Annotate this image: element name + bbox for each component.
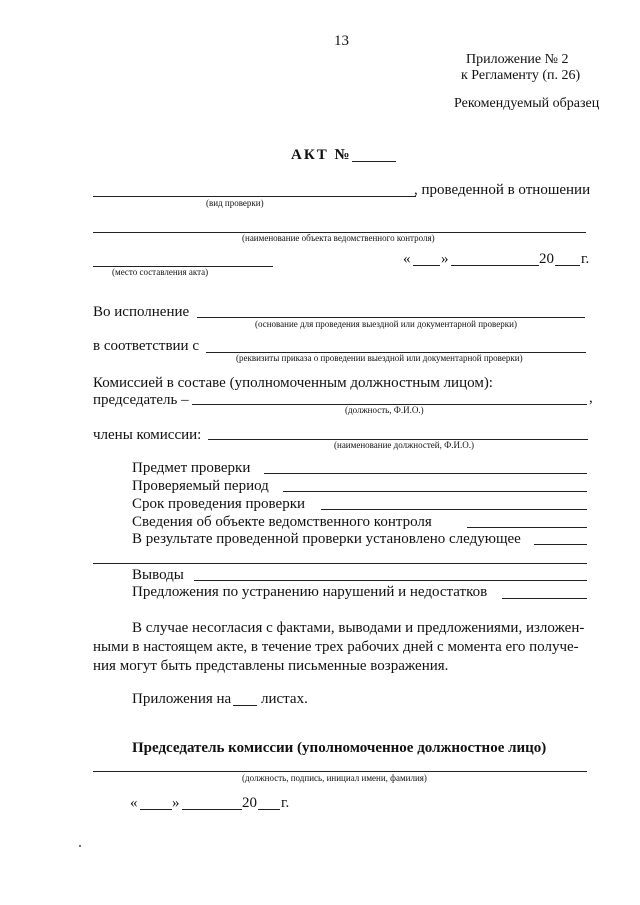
chairman-comma: , <box>589 390 593 406</box>
appendix-line-1: Приложение № 2 <box>466 52 569 67</box>
act-number-blank <box>352 161 396 162</box>
result-continuation-line <box>93 563 587 564</box>
date-quote-open: « <box>403 251 411 267</box>
item-period: Проверяемый период <box>132 478 269 494</box>
disagreement-line-2: ными в настоящем акте, в течение трех рабочих дней с момента его получе- <box>93 639 579 655</box>
date-quote-close: » <box>441 251 449 267</box>
signature-date-quote-open: « <box>130 795 138 811</box>
item-result-line <box>534 544 587 545</box>
date-year-suffix: г. <box>581 251 590 267</box>
chairman-label: председатель – <box>93 392 189 408</box>
commission-label: Комиссией в составе (уполномоченным должностным лицом): <box>93 375 493 391</box>
item-proposals-line <box>502 598 587 599</box>
disagreement-line-3: ния могут быть представлены письменные возражения. <box>93 658 449 674</box>
item-term: Срок проведения проверки <box>132 496 306 512</box>
execution-label: Во исполнение <box>93 304 190 320</box>
item-proposals: Предложения по устранению нарушений и недостатков <box>132 584 488 600</box>
accordance-label: в соответствии с <box>93 338 199 354</box>
attachments-prefix: Приложения на <box>132 691 232 707</box>
execution-caption: (основание для проведения выездной или документарной проверки) <box>255 319 517 329</box>
sample-label: Рекомендуемый образец <box>454 96 600 111</box>
check-type-caption: (вид проверки) <box>206 198 264 208</box>
item-conclusions-line <box>194 580 587 581</box>
disagreement-line-1: В случае несогласия с фактами, выводами и предложениями, изложен- <box>132 620 585 636</box>
page-number: 13 <box>334 33 349 49</box>
item-term-line <box>321 509 587 510</box>
appendix-line-2: к Регламенту (п. 26) <box>461 68 581 83</box>
chairman-caption: (должность, Ф.И.О.) <box>345 405 424 415</box>
signature-caption: (должность, подпись, инициал имени, фамилия) <box>242 773 427 783</box>
conducted-text: , проведенной в отношении <box>414 182 591 198</box>
item-object-info: Сведения об объекте ведомственного контроля <box>132 514 432 530</box>
attachments-suffix: листах. <box>261 691 308 707</box>
attachments-count-blank <box>233 705 257 706</box>
signature-date-year-suffix: г. <box>281 795 290 811</box>
item-result: В результате проведенной проверки установлено следующее <box>132 531 521 547</box>
date-day-blank <box>413 265 440 266</box>
item-conclusions: Выводы <box>132 567 184 583</box>
signature-title: Председатель комиссии (уполномоченное должностное лицо) <box>132 740 547 756</box>
signature-date-month-blank <box>182 809 242 810</box>
date-year-prefix: 20 <box>539 251 554 267</box>
execution-line <box>197 317 585 318</box>
signature-date-day-blank <box>140 809 172 810</box>
check-type-line <box>93 196 416 197</box>
place-caption: (место составления акта) <box>112 267 209 277</box>
item-object-info-line <box>467 527 587 528</box>
item-subject: Предмет проверки <box>132 460 251 476</box>
act-title: АКТ № <box>291 147 352 163</box>
accordance-caption: (реквизиты приказа о проведении выездной или документарной проверки) <box>236 353 523 363</box>
item-period-line <box>283 491 587 492</box>
item-subject-line <box>264 473 587 474</box>
object-name-caption: (наименование объекта ведомственного контроля) <box>242 233 435 243</box>
signature-line <box>93 771 587 772</box>
signature-date-quote-close: » <box>172 795 180 811</box>
date-year-blank <box>555 265 580 266</box>
members-caption: (наименование должностей, Ф.И.О.) <box>334 440 474 450</box>
date-month-blank <box>451 265 539 266</box>
members-label: члены комиссии: <box>93 427 202 443</box>
signature-date-year-prefix: 20 <box>242 795 257 811</box>
scan-speck <box>79 845 81 847</box>
signature-date-year-blank <box>258 809 280 810</box>
